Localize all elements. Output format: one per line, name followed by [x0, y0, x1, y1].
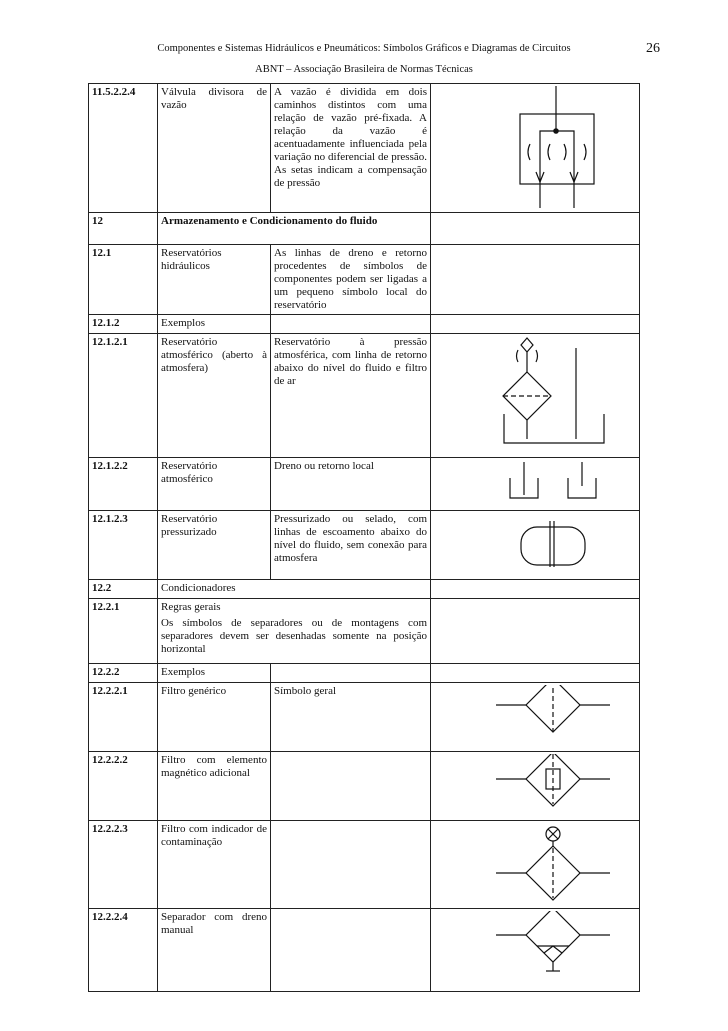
- contamination-indicator-filter-symbol: [431, 821, 640, 909]
- row-name: Reservatório pressurizado: [158, 511, 271, 580]
- table-row: [89, 213, 640, 245]
- manual-drain-separator-symbol: [431, 909, 640, 992]
- row-description: [271, 909, 431, 992]
- row-number: 12.2.2.2: [89, 752, 158, 821]
- row-name: Regras gerais: [161, 601, 221, 613]
- table-row: [89, 458, 640, 511]
- row-number: 12.2.2: [89, 664, 158, 683]
- row-description: Pressurizado ou selado, com linhas de escoamento abaixo do nível do fluido, sem conexão para atmosfera: [271, 511, 431, 580]
- table-row: [89, 909, 640, 992]
- row-name: Reservatório atmosférico (aberto à atmosfera): [158, 334, 271, 458]
- empty-cell: [431, 315, 640, 334]
- table-row: [89, 84, 640, 213]
- row-description: Símbolo geral: [271, 683, 431, 752]
- row-name: Condicionadores: [158, 580, 431, 599]
- empty-cell: [431, 580, 640, 599]
- row-description: Reservatório à pressão atmosférica, com linha de retorno abaixo do nível do fluido e filtro de ar: [271, 334, 431, 458]
- page-number: 26: [646, 41, 660, 56]
- empty-cell: [271, 664, 431, 683]
- table-row: [89, 580, 640, 599]
- section-title: Armazenamento e Condicionamento do fluido: [158, 213, 431, 245]
- empty-cell: [431, 245, 640, 315]
- symbols-table: [88, 83, 640, 992]
- row-description: As linhas de dreno e retorno procedentes de símbolos de componentes podem ser ligadas a um pequeno símbolo local do reservatório: [271, 245, 431, 315]
- table-row: [89, 752, 640, 821]
- row-number: 12.1.2.2: [89, 458, 158, 511]
- empty-cell: [431, 599, 640, 664]
- rules-cell: [158, 599, 431, 664]
- row-name: Reservatório atmosférico: [158, 458, 271, 511]
- header-title: Componentes e Sistemas Hidráulicos e Pneumáticos: Símbolos Gráficos e Diagramas de Circuitos: [157, 43, 571, 54]
- row-number: 12.2: [89, 580, 158, 599]
- row-description: [271, 821, 431, 909]
- row-number: 12: [89, 213, 158, 245]
- row-name: Filtro com indicador de contaminação: [158, 821, 271, 909]
- header-subtitle: ABNT – Associação Brasileira de Normas Técnicas: [255, 64, 473, 75]
- table-row: [89, 334, 640, 458]
- row-number: 11.5.2.2.4: [89, 84, 158, 213]
- row-number: 12.1: [89, 245, 158, 315]
- generic-filter-symbol: [431, 683, 640, 752]
- empty-cell: [431, 664, 640, 683]
- row-name: Reservatórios hidráulicos: [158, 245, 271, 315]
- table-row: [89, 245, 640, 315]
- row-description: [271, 752, 431, 821]
- row-number: 12.1.2.3: [89, 511, 158, 580]
- row-name: Válvula divisora de vazão: [158, 84, 271, 213]
- atmospheric-reservoir-symbol: [431, 334, 640, 458]
- row-name: Filtro com elemento magnético adicional: [158, 752, 271, 821]
- flow-divider-valve-symbol: [431, 84, 640, 213]
- local-drain-reservoir-symbol: [431, 458, 640, 511]
- empty-cell: [431, 213, 640, 245]
- table-row: [89, 683, 640, 752]
- row-number: 12.1.2.1: [89, 334, 158, 458]
- table-row: [89, 511, 640, 580]
- table-row: [89, 821, 640, 909]
- row-name: Exemplos: [158, 315, 271, 334]
- table-row: [89, 599, 640, 664]
- row-name: Exemplos: [158, 664, 271, 683]
- pressurized-reservoir-symbol: [431, 511, 640, 580]
- empty-cell: [271, 315, 431, 334]
- row-description: Dreno ou retorno local: [271, 458, 431, 511]
- row-name: Separador com dreno manual: [158, 909, 271, 992]
- table-row: [89, 315, 640, 334]
- row-number: 12.1.2: [89, 315, 158, 334]
- row-number: 12.2.1: [89, 599, 158, 664]
- rules-text: Os símbolos de separadores ou de montagens com separadores devem ser desenhadas somente na posição horizontal: [161, 617, 427, 655]
- magnetic-filter-symbol: [431, 752, 640, 821]
- row-name: Filtro genérico: [158, 683, 271, 752]
- table-row: [89, 664, 640, 683]
- row-number: 12.2.2.4: [89, 909, 158, 992]
- row-description: A vazão é dividida em dois caminhos distintos com uma relação de vazão pré-fixada. A relação da vazão é acentuadamente influenciada pela variação no diferencial de pressão. As setas indicam a compensação de pressão: [271, 84, 431, 213]
- row-number: 12.2.2.1: [89, 683, 158, 752]
- row-number: 12.2.2.3: [89, 821, 158, 909]
